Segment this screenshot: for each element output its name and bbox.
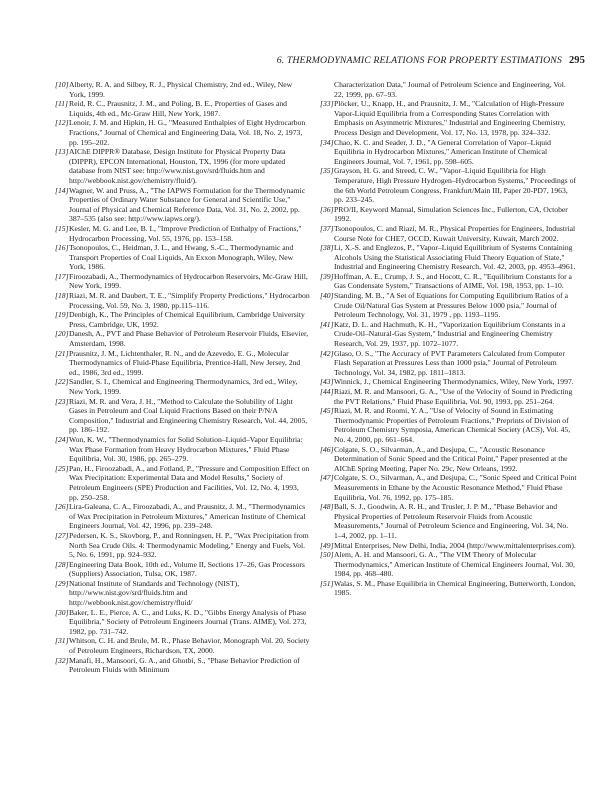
reference-text: Li, X.-S. and Englezos, P., "Vapor–Liquid Equilibrium of Systems Containing Alcohols Using the Statistical Associating Fluid Theory Equation of State," Industrial and Engineering Chemistry Research, Vol. 42, 2003, pp. 4953–4961. [334, 243, 576, 272]
reference-entry [320, 272, 577, 291]
reference-number: [40] [320, 291, 334, 301]
chapter-title: 6. THERMODYNAMIC RELATIONS FOR PROPERTY ESTIMATIONS [276, 55, 562, 66]
reference-text: Characterization Data," Journal of Petroleum Science and Engineering, Vol. 22, 1999, pp. 67–93. [334, 80, 566, 99]
reference-text: Prausnitz, J. M., Lichtenthaler, R. N., and de Azevedo, E. G., Molecular Thermodynamics of Fluid-Phase Equilibria, Prentice-Hall, New Jersey, 2nd ed., 1986, 3rd ed., 1999. [69, 348, 301, 377]
reference-number: [42] [320, 348, 334, 358]
reference-entry [55, 147, 310, 185]
reference-number: [34] [320, 137, 334, 147]
reference-entry [320, 541, 577, 551]
reference-entry [55, 502, 310, 531]
reference-entry [55, 560, 310, 579]
reference-text: Whitson, C. H. and Brule, M. R., Phase Behavior, Monograph Vol. 20, Society of Petroleum Engineers, Richardson, TX, 2000. [69, 636, 310, 656]
reference-text: Hoffman, A. E., Crump, J. S., and Hocott, C. R., "Equilibrium Constants for a Gas Condensate System," Transactions of AIME, Vol. 198, 1953, pp. 1–10. [334, 271, 572, 291]
reference-number: [37] [320, 223, 334, 233]
reference-text: Manafi, H., Mansoori, G. A., and Ghotbi, S., "Phase Behavior Prediction of Petroleum Fluids with Minimum [69, 655, 300, 675]
reference-text: Katz, D. L. and Hachmuth, K. H., "Vaporization Equilibrium Constants in a Crude-Oil–Natural-Gas System," Industrial and Engineering Chemistry Research, Vol. 29, 1937, pp. 1072–1077. [334, 319, 566, 349]
reference-number: [14] [55, 185, 69, 195]
reference-number: [35] [320, 166, 334, 176]
reference-entry [55, 608, 310, 637]
reference-text: Lira-Galeana, C. A., Firoozabadi, A., and Prausnitz, J. M., "Thermodynamics of Wax Precipitation in Petroleum Mixtures," American Institute of Chemical Engineers Journal, Vol. 42, 1996, pp. 239–248. [69, 502, 306, 531]
reference-number: [24] [55, 434, 69, 444]
reference-number: [41] [320, 319, 334, 329]
reference-entry [320, 166, 577, 204]
reference-number: [48] [320, 502, 334, 512]
reference-text: Firoozabadi, A., Thermodynamics of Hydrocarbon Reservoirs, Mc-Graw Hill, New York, 1999. [69, 271, 308, 291]
reference-text: Mittal Enterprises, New Delhi, India, 2004 (http://www.mittalenterprises.com). [334, 540, 576, 550]
reference-entry [55, 531, 310, 560]
reference-number: [17] [55, 271, 69, 281]
reference-text: Chao, K. C. and Seader, J. D., "A General Correlation of Vapor–Liquid Equilibria in Hydrocarbon Mixtures," American Institute of Chemical Engineers Journal, Vol. 7, 1961, pp. 598–605. [334, 137, 551, 166]
reference-entry [320, 291, 577, 320]
reference-number: [13] [55, 147, 69, 157]
page-number: 295 [568, 55, 585, 66]
reference-text: PRO/II, Keyword Manual, Simulation Sciences Inc., Fullerton, CA, October 1992. [334, 204, 568, 224]
reference-entry [55, 272, 310, 291]
reference-entry [55, 80, 310, 99]
reference-number: [12] [55, 118, 69, 128]
reference-number: [25] [55, 463, 69, 473]
reference-number: [29] [55, 578, 69, 588]
reference-entry [320, 473, 577, 502]
reference-number: [10] [55, 80, 69, 89]
reference-entry [320, 205, 577, 224]
reference-number: [44] [320, 387, 334, 396]
reference-text: Denbigh, K., The Principles of Chemical Equilibrium, Cambridge University Press, Cambridge, UK, 1992. [69, 310, 305, 329]
reference-text: Standing, M. B., "A Set of Equations for Computing Equilibrium Ratios of a Crude Oil/Natural Gas System at Pressures Below 1000 psia," Journal of Petroleum Technology, Vol. 31, 1979 , pp. 1193–1195. [334, 291, 569, 320]
reference-text: Lenoir, J. M. and Hipkin, H. G., "Measured Enthalpies of Eight Hydrocarbon Fractions," Journal of Chemical and Engineering Data, Vol. 18, No. 2, 1973, pp. 195–202. [69, 118, 306, 147]
reference-number: [46] [320, 444, 334, 454]
reference-number: [39] [320, 271, 334, 281]
reference-number: [27] [55, 530, 69, 540]
reference-number: [28] [55, 559, 69, 569]
reference-text: Baker, L. E., Pierce, A. C., and Luks, K. D., "Gibbs Energy Analysis of Phase Equilibria," Society of Petroleum Engineers Journal (Trans. AIME), Vol. 273, 1982, pp. 731–742. [69, 607, 307, 636]
reference-text: Pan, H., Firoozabadi, A., and Fotland, P., "Pressure and Composition Effect on Wax Precipitation: Experimental Data and Model Results," Society of Petroleum Engineers (SPE) Production and Facilities, Vol. 12, No. 4, 1993, pp. 250–258. [69, 463, 310, 502]
reference-number: [45] [320, 406, 334, 416]
reference-number: [21] [55, 348, 69, 358]
reference-text: Grayson, H. G. and Streed, C. W., "Vapor–Liquid Equilibria for High Temperature, High Pressure Hydrogen–Hydrocarbon Systems," Proceedings of the 6th World Petroleum Congress, Frankfurt/Main III, Paper 20-PD7, 1963, pp. 233–245. [334, 166, 576, 205]
reference-entry [55, 118, 310, 147]
reference-number: [49] [320, 540, 334, 550]
reference-text: Colgate, S. O., Silvarman, A., and Desjupa, C., "Acoustic Resonance Determination of Sonic Speed and the Critical Point," Paper presented at the AIChE Spring Meeting, Paper No. 29c, New Orleans, 1992. [334, 444, 568, 473]
reference-number: [16] [55, 243, 69, 253]
reference-entry [320, 99, 577, 137]
reference-entry [55, 291, 310, 310]
reference-text: Riazi, M. R. and Daubert, T. E., "Simplify Property Predictions," Hydrocarbon Processing, Vol. 59, No. 3, 1980, pp.115–116. [69, 291, 310, 310]
reference-number: [22] [55, 377, 69, 387]
reference-text: Ball, S. J., Goodwin, A. R. H., and Trusler, J. P. M., "Phase Behavior and Physical Properties of Petroleum Reservoir Fluids from Acoustic Measurements," Journal of Petroleum Science and Engineering, Vol. 34, No. 1–4, 2002, pp. 1–11. [334, 502, 569, 540]
reference-text: Kesler, M. G. and Lee, B. I., "Improve Prediction of Enthalpy of Fractions," Hydrocarbon Processing, Vol. 55, 1976, pp. 153–158. [69, 223, 302, 243]
running-header [277, 55, 585, 66]
reference-text: Wagner, W. and Pruss, A., "The IAPWS Formulation for the Thermodynamic Properties of Ordinary Water Substance for General and Scientific Use," Journal of Physical and Chemical Reference Data, Vol. 31, No. 2, 2002, pp. 387–535 (also see: http://www.iapws.org/). [69, 185, 306, 224]
reference-entry [320, 406, 577, 444]
reference-number: [51] [320, 578, 334, 588]
reference-entry [320, 320, 577, 349]
reference-entry [320, 377, 577, 387]
reference-entry [55, 377, 310, 396]
reference-number: [15] [55, 223, 69, 233]
reference-text: Winnick, J., Chemical Engineering Thermodynamics, Wiley, New York, 1997. [334, 377, 574, 387]
reference-number: [38] [320, 243, 334, 253]
reference-text: Engineering Data Book, 10th ed., Volume II, Sections 17–26, Gas Processors (Suppliers) Association, Tulsa, OK, 1987. [69, 559, 305, 579]
reference-number: [20] [55, 329, 69, 339]
reference-entry [320, 224, 577, 243]
reference-entry [55, 579, 310, 608]
reference-entry [320, 80, 577, 99]
reference-number [320, 80, 334, 99]
reference-text: Plöcker, U., Knapp, H., and Prausnitz, J. M., "Calculation of High-Pressure Vapor-Liquid Equilibria from a Corresponding States Correlation with Emphasis on Asymmetric Mixtures," Industrial and Engineering Chemistry, Process Design and Development, Vol. 17, No. 13, 1978, pp. 324–332. [334, 99, 566, 137]
reference-number: [23] [55, 396, 69, 406]
reference-entry [320, 579, 577, 598]
reference-text: Alem, A. H. and Mansoori, G. A., "The VIM Theory of Molecular Thermodynamics," American Institute of Chemical Engineers Journal, Vol. 30, 1984, pp. 468–480. [334, 550, 575, 579]
reference-entry [55, 186, 310, 224]
reference-number: [18] [55, 291, 69, 301]
reference-text: Sandler, S. I., Chemical and Engineering Thermodynamics, 3rd ed., Wiley, New York, 1999. [69, 377, 298, 396]
reference-text: Won, K. W., "Thermodynamics for Solid Solution–Liquid–Vapor Equilibria: Wax Phase Formation from Heavy Hydrocarbon Mixtures," Fluid Phase Equilibria, Vol. 30, 1986, pp. 265–279. [69, 434, 303, 464]
reference-number: [11] [55, 99, 69, 109]
reference-number: [47] [320, 473, 334, 483]
reference-entry [55, 464, 310, 502]
reference-text: AIChE DIPPR® Database, Design Institute for Physical Property Data (DIPPR), EPCON International, Houston, TX, 1996 (for more updated database from NIST see: http://www.nist.gov/srd/fluids.htm and http://webbook.nist.gov/chemistry/fluid/). [69, 147, 286, 185]
reference-entry [320, 445, 577, 474]
reference-entry [320, 138, 577, 167]
reference-number: [33] [320, 99, 334, 109]
reference-entry [55, 397, 310, 435]
reference-number: [32] [55, 655, 69, 665]
reference-number: [43] [320, 377, 334, 387]
reference-entry [55, 636, 310, 655]
reference-number: [50] [320, 550, 334, 560]
reference-entry [320, 243, 577, 272]
reference-text: Riazi, M. R. and Vera, J. H., "Method to Calculate the Solubility of Light Gases in Petroleum and Coal Liquid Fractions Based on their P/N/A Composition," Industrial and Engineering Chemistry Research, Vol. 44, 2005, pp. 186–192. [69, 396, 308, 435]
reference-entry [320, 387, 577, 406]
reference-number: [26] [55, 502, 69, 512]
reference-number: [36] [320, 204, 334, 214]
reference-entry [320, 349, 577, 378]
reference-text: Glaso, O. S., "The Accuracy of PVT Parameters Calculated from Computer Flash Separation at Pressures Less than 1000 psia," Journal of Petroleum Technology, Vol. 34, 1982, pp. 1811–1813. [334, 348, 565, 377]
reference-entry [55, 310, 310, 329]
reference-text: Walas, S. M., Phase Equilibria in Chemical Engineering, Butterworth, London, 1985. [334, 578, 576, 598]
reference-number: [30] [55, 607, 69, 617]
reference-entry [55, 349, 310, 378]
reference-number: [19] [55, 310, 69, 320]
reference-entry [55, 243, 310, 272]
reference-number: [31] [55, 636, 69, 646]
reference-text: Danesh, A., PVT and Phase Behavior of Petroleum Reservoir Fluids, Elsevier, Amsterdam, 1998. [69, 329, 309, 349]
reference-text: Colgate, S. O., Silvarman, A., and Desjupa, C., "Sonic Speed and Critical Point Measurements in Ethane by the Acoustic Resonance Method," Fluid Phase Equilibria, Vol. 76, 1992, pp. 175–185. [334, 473, 577, 502]
reference-entry [55, 224, 310, 243]
reference-text: Alberty, R. A. and Silbey, R. J., Physical Chemistry, 2nd ed., Wiley, New York, 1999. [69, 80, 293, 99]
reference-text: Pedersen, K. S., Skovborg, P., and Ronningsen, H. P., "Wax Precipitation from North Sea Crude Oils. 4: Thermodynamic Modeling," Energy and Fuels, Vol. 5, No. 6, 1991, pp. 924–932. [69, 530, 309, 560]
left-reference-column [55, 80, 310, 675]
reference-entry [55, 656, 310, 675]
reference-text: Tsonopoulos, C. and Riazi, M. R., Physical Properties for Engineers, Industrial Course Note for CHE7, OCCD, Kuwait University, Kuwait, March 2002. [334, 223, 576, 243]
reference-text: Reid, R. C., Prausnitz, J. M., and Poling, B. E., Properties of Gases and Liquids, 4th ed., Mc-Graw Hill, New York, 1987. [69, 99, 287, 118]
reference-text: Riazi, M. R. and Roomi, Y. A., "Use of Velocity of Sound in Estimating Thermodynamic Properties of Petroleum Fractions," Preprints of Division of Petroleum Chemistry Symposia, American Chemical Society (ACS), Vol. 45, No. 4, 2000, pp. 661–664. [334, 406, 571, 444]
reference-entry [320, 550, 577, 579]
reference-entry [55, 435, 310, 464]
reference-entry [55, 329, 310, 348]
reference-entry [55, 99, 310, 118]
right-reference-column [320, 80, 577, 598]
reference-entry [320, 502, 577, 540]
reference-text: National Institute of Standards and Technology (NIST), http://www.nist.gov/srd/fluids.htm and http://webbook.nist.gov/chemistry/fluid/ [69, 578, 240, 608]
reference-text: Tsonopoulos, C., Heidman, J. L., and Hwang, S.-C., Thermodynamic and Transport Properties of Coal Liquids, An Exxon Monograph, Wiley, New York, 1986. [69, 243, 294, 272]
reference-text: Riazi, M. R. and Mansoori, G. A., "Use of the Velocity of Sound in Predicting the PVT Relations," Fluid Phase Equilibria, Vol. 90, 1993, pp. 251–264. [334, 387, 573, 406]
